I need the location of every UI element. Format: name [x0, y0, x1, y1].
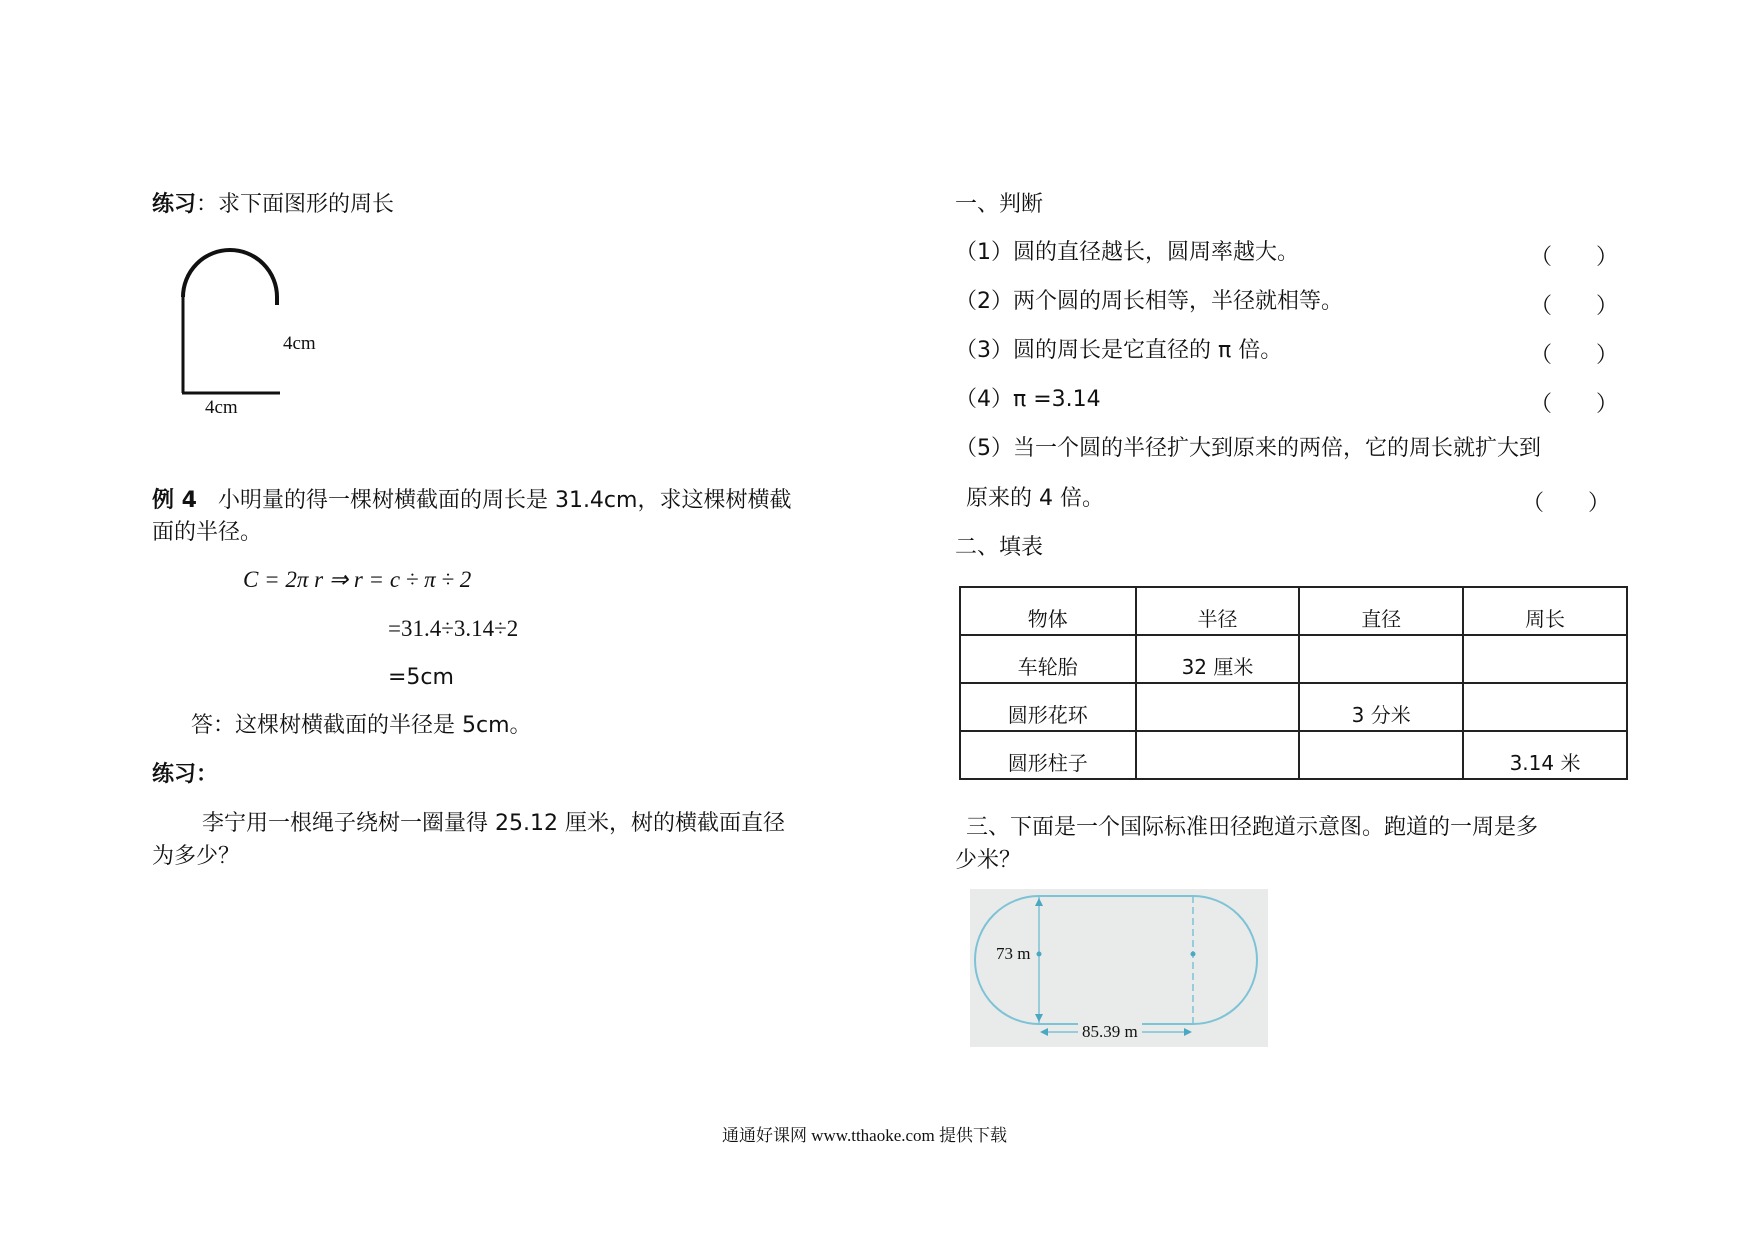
- example4-text1: 小明量的得一棵树横截面的周长是 31.4cm，求这棵树横截: [217, 488, 792, 513]
- judge-item-1: （1）圆的直径越长，圆周率越大。: [955, 240, 1299, 265]
- table-cell: 3 分米: [1299, 683, 1463, 731]
- table-cell: [1299, 731, 1463, 779]
- judge-item-5-cont: 原来的 4 倍。: [966, 486, 1104, 511]
- judge-title: 一、判断: [955, 192, 1044, 217]
- track-question-line1: 三、下面是一个国际标准田径跑道示意图。跑道的一周是多: [966, 815, 1539, 840]
- table-header-cell: 周长: [1463, 587, 1627, 635]
- table-header-cell: 半径: [1136, 587, 1300, 635]
- judge-item-5: （5）当一个圆的半径扩大到原来的两倍，它的周长就扩大到: [955, 436, 1541, 461]
- table-header-cell: 物体: [960, 587, 1136, 635]
- table-cell: 3.14 米: [1463, 731, 1627, 779]
- table-cell: 圆形柱子: [960, 731, 1136, 779]
- judge-paren-2: （ ）: [1530, 294, 1619, 319]
- formula-1: C = 2π r ⇒ r = c ÷ π ÷ 2: [243, 567, 472, 592]
- practice2-label: 练习：: [152, 762, 219, 787]
- arrow-head-top: [1035, 898, 1043, 906]
- running-track-diagram: [970, 889, 1268, 1047]
- track-length-label: 85.39 m: [1078, 1022, 1142, 1042]
- practice2-line1: 李宁用一根绳子绕树一圈量得 25.12 厘米，树的横截面直径: [202, 811, 785, 836]
- table-row: [960, 683, 1627, 731]
- table-cell: 32 厘米: [1136, 635, 1300, 683]
- table-cell: [1136, 731, 1300, 779]
- judge-paren-1: （ ）: [1530, 245, 1619, 270]
- track-width-label: 73 m: [996, 944, 1031, 963]
- formula-2: =31.4÷3.14÷2: [388, 616, 519, 641]
- track-question-line2: 少米？: [955, 848, 1022, 873]
- table-row: [960, 635, 1627, 683]
- judge-paren-4: （ ）: [1530, 392, 1619, 417]
- judge-paren-3: （ ）: [1530, 343, 1619, 368]
- figure-side-label: 4cm: [283, 333, 316, 354]
- track-right-center: [1191, 952, 1196, 957]
- arrow-head-left: [1040, 1028, 1048, 1036]
- table-header-row: [960, 587, 1627, 635]
- table-title: 二、填表: [955, 535, 1044, 560]
- table-cell: [1299, 635, 1463, 683]
- table-cell: [1463, 683, 1627, 731]
- table-cell: 圆形花环: [960, 683, 1136, 731]
- figure-arc: [183, 250, 277, 305]
- table-cell: 车轮胎: [960, 635, 1136, 683]
- fill-table: [959, 586, 1628, 780]
- judge-item-3: （3）圆的周长是它直径的 π 倍。: [955, 338, 1283, 363]
- track-left-center: [1037, 952, 1042, 957]
- arrow-head-bottom: [1035, 1014, 1043, 1022]
- judge-item-2: （2）两个圆的周长相等，半径就相等。: [955, 289, 1343, 314]
- judge-item-4: （4）π =3.14: [955, 387, 1101, 412]
- example4-answer: 答：这棵树横截面的半径是 5cm。: [191, 713, 532, 738]
- practice1-heading: [152, 192, 394, 218]
- practice1-text: ：求下面图形的周长: [196, 192, 395, 217]
- table-header-cell: 直径: [1299, 587, 1463, 635]
- page-footer: 通通好课网 www.tthaoke.com 提供下载: [722, 1126, 1008, 1145]
- figure-bottom-label: 4cm: [205, 397, 238, 418]
- table-row: [960, 731, 1627, 779]
- example4-label: 例 4: [152, 488, 197, 513]
- arrow-head-right: [1184, 1028, 1192, 1036]
- practice2-line2: 为多少？: [152, 844, 241, 869]
- example4-line1: [152, 488, 791, 514]
- formula-3: =5cm: [388, 665, 454, 690]
- practice1-label: 练习: [152, 192, 197, 217]
- judge-paren-5: （ ）: [1522, 491, 1611, 516]
- table-cell: [1463, 635, 1627, 683]
- example4-line2: 面的半径。: [152, 520, 263, 545]
- table-cell: [1136, 683, 1300, 731]
